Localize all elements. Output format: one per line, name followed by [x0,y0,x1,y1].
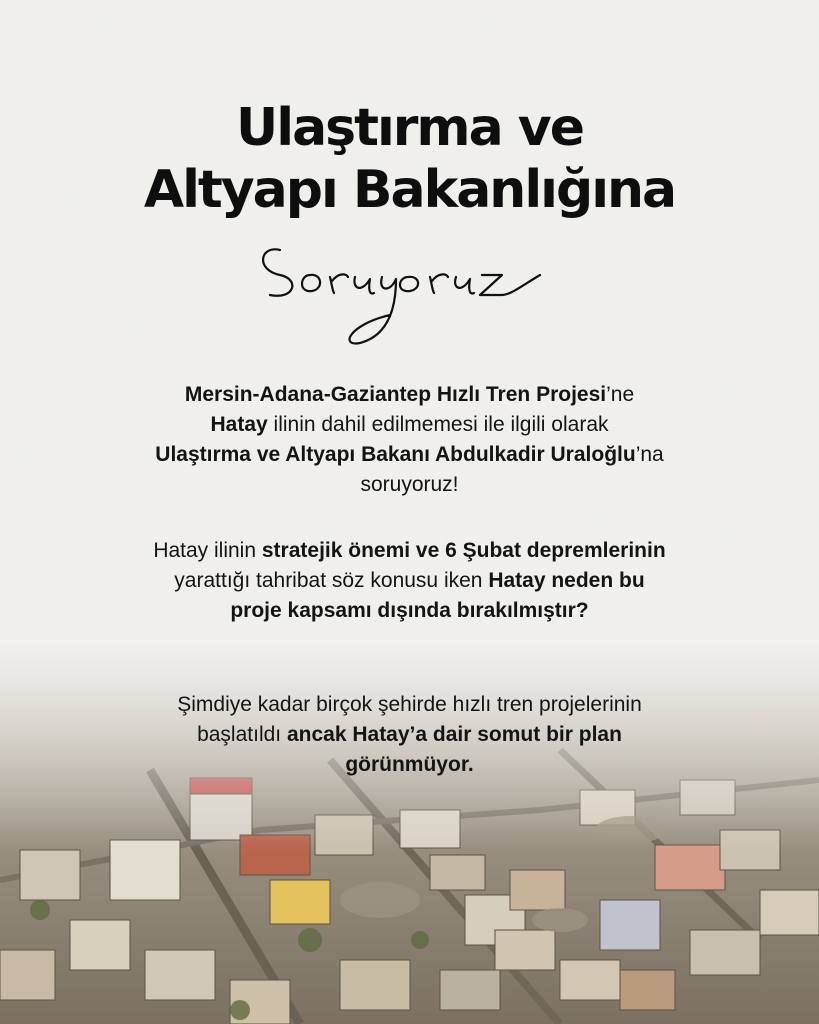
project-name: Mersin-Adana-Gaziantep Hızlı Tren Projesi [184,383,607,406]
script-title-text: Soruyoruz [412,350,418,351]
intro-paragraph [60,380,759,500]
p1-suffix-1: ’ne [606,383,635,406]
title-line-2: Altyapı Bakanlığına [143,160,676,220]
p3-text-2: başlatıldı [197,723,287,746]
p3-bold-2: ancak Hatay’a dair somut bir plan [286,723,622,746]
p2-text-2: yarattığı tahribat söz konusu iken [174,569,489,592]
p3-line-1: Şimdiye kadar birçok şehirde hızlı tren projelerinin [177,693,642,716]
hatay-bold: Hatay [210,413,268,436]
minister-name: Ulaştırma ve Altyapı Bakanı Abdulkadir Uraloğlu [155,443,636,466]
p1-text-2: ilinin dahil edilmemesi ile ilgili olarak [267,413,609,436]
p2-bold-3: proje kapsamı dışında bırakılmıştır? [230,599,589,622]
p1-suffix-3: ’na [635,443,664,466]
soruyoruz-script-title [240,215,590,355]
title-line-1: Ulaştırma ve [236,98,583,158]
question-paragraph [60,536,759,626]
p3-bold-3: görünmüyor. [345,753,474,776]
p2-bold-2: Hatay neden bu [488,569,645,592]
closing-paragraph [60,690,759,780]
p1-line-4: soruyoruz! [360,473,459,496]
p2-bold-1: stratejik önemi ve 6 Şubat depremlerinin [261,539,666,562]
p2-text-1: Hatay ilinin [153,539,262,562]
